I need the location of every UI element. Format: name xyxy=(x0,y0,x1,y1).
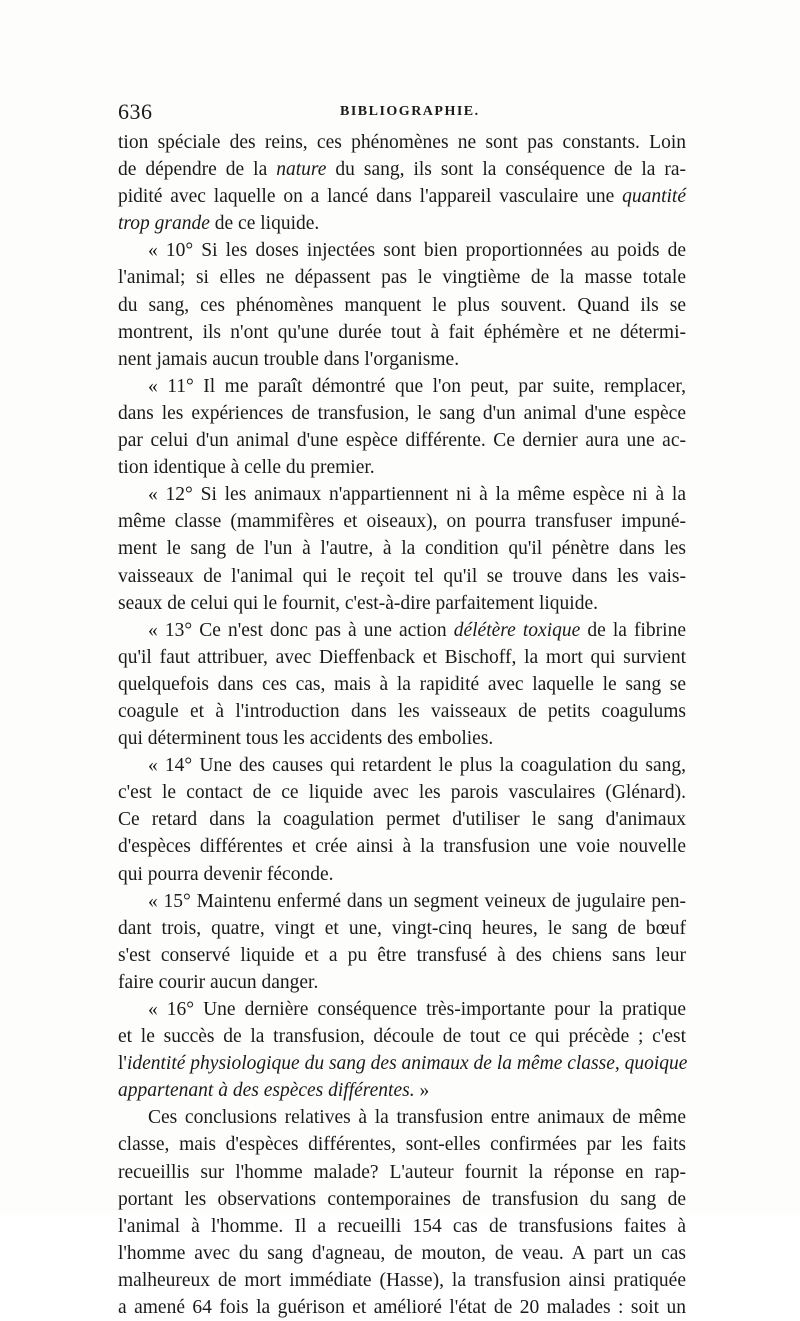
text-line xyxy=(118,698,686,725)
text-line xyxy=(118,671,686,698)
text-line xyxy=(118,1240,686,1267)
text-segment: a amené 64 fois la guérison et amélioré l'état de 20 malades : soit un xyxy=(118,1297,686,1319)
text-segment: « 14° Une des causes qui retardent le plus la coagulation du sang, xyxy=(148,755,686,777)
text-segment: et le succès de la transfusion, découle de tout ce qui précède ; c'est xyxy=(118,1026,686,1048)
text-segment: « 10° Si les doses injectées sont bien proportionnées au poids de xyxy=(148,240,686,262)
text-line xyxy=(118,1050,686,1077)
running-title: BIBLIOGRAPHIE. xyxy=(340,104,480,119)
text-line xyxy=(118,833,686,860)
text-segment: qui pourra devenir féconde. xyxy=(118,863,334,885)
text-line xyxy=(118,264,686,291)
text-segment: recueillis sur l'homme malade? L'auteur fournit la réponse en rap- xyxy=(118,1161,686,1183)
text-line xyxy=(118,861,686,888)
italic-text: trop grande xyxy=(118,213,210,235)
text-line xyxy=(118,1294,686,1321)
text-segment: faire courir aucun danger. xyxy=(118,971,319,993)
text-segment: tion identique à celle du premier. xyxy=(118,457,375,479)
text-line xyxy=(118,454,686,481)
text-line xyxy=(118,1023,686,1050)
text-segment: « 15° Maintenu enfermé dans un segment veineux de jugulaire pen- xyxy=(148,890,686,912)
text-segment: montrent, ils n'ont qu'une durée tout à fait éphémère et ne détermi- xyxy=(118,321,686,343)
page-number: 636 xyxy=(118,99,153,124)
text-segment: l'animal à l'homme. Il a recueilli 154 cas de transfusions faites à xyxy=(118,1215,686,1237)
text-line xyxy=(118,617,686,644)
text-segment: pidité avec laquelle on a lancé dans l'appareil vasculaire une xyxy=(118,186,623,208)
text-segment: seaux de celui qui le fournit, c'est-à-dire parfaitement liquide. xyxy=(118,592,598,614)
text-line xyxy=(118,481,686,508)
text-segment: d'espèces différentes et crée ainsi à la transfusion une voie nouvelle xyxy=(118,836,686,858)
text-segment: l' xyxy=(118,1053,127,1075)
text-segment: par celui d'un animal d'une espèce différente. Ce dernier aura une ac- xyxy=(118,430,686,452)
text-line xyxy=(118,1104,686,1131)
text-line xyxy=(118,806,686,833)
text-segment: l'homme avec du sang d'agneau, de mouton, de veau. A part un cas xyxy=(118,1242,686,1264)
text-line xyxy=(118,346,686,373)
text-segment: du sang, ces phénomènes manquent le plus souvent. Quand ils se xyxy=(118,294,686,316)
text-line xyxy=(118,752,686,779)
text-segment: qu'il faut attribuer, avec Dieffenback et Bischoff, la mort qui survient xyxy=(118,646,686,668)
text-segment: l'animal; si elles ne dépassent pas le vingtième de la masse totale xyxy=(118,267,686,289)
text-segment: qui déterminent tous les accidents des embolies. xyxy=(118,728,494,750)
text-segment: ment le sang de l'un à l'autre, à la condition qu'il pénètre dans les xyxy=(118,538,686,560)
text-segment: « 12° Si les animaux n'appartiennent ni à la même espèce ni à la xyxy=(148,484,686,506)
text-segment: Ces conclusions relatives à la transfusion entre animaux de même xyxy=(148,1107,686,1129)
text-segment: s'est conservé liquide et a pu être transfusé à des chiens sans leur xyxy=(118,944,686,966)
text-line xyxy=(118,427,686,454)
text-line xyxy=(118,1131,686,1158)
text-line xyxy=(118,725,686,752)
italic-text: nature xyxy=(276,159,327,181)
text-segment: » xyxy=(414,1080,430,1102)
text-segment: portant les observations contemporaines de transfusion du sang de xyxy=(118,1188,686,1210)
italic-text: quantité xyxy=(622,186,686,208)
text-segment: malheureux de mort immédiate (Hasse), la transfusion ainsi pratiquée xyxy=(118,1269,686,1291)
text-line xyxy=(118,400,686,427)
text-segment: dans les expériences de transfusion, le sang d'un animal d'une espèce xyxy=(118,402,686,424)
text-line xyxy=(118,1213,686,1240)
body-text xyxy=(118,129,686,1321)
text-segment: même classe (mammifères et oiseaux), on pourra transfuser impuné- xyxy=(118,511,686,533)
running-head xyxy=(118,98,686,128)
text-segment: tion spéciale des reins, ces phénomènes ne sont pas constants. Loin xyxy=(118,132,686,153)
text-line xyxy=(118,1267,686,1294)
text-segment: de ce liquide. xyxy=(209,213,320,235)
text-line xyxy=(118,563,686,590)
text-line xyxy=(118,1186,686,1213)
text-segment: classe, mais d'espèces différentes, sont-elles confirmées par les faits xyxy=(118,1134,686,1156)
text-line xyxy=(118,292,686,319)
text-line xyxy=(118,996,686,1023)
text-line xyxy=(118,237,686,264)
italic-text: identité physiologique du sang des animaux de la même classe, quoique xyxy=(126,1053,688,1075)
text-line xyxy=(118,508,686,535)
text-segment: c'est le contact de ce liquide avec les parois vasculaires (Glénard). xyxy=(118,782,686,804)
text-segment: nent jamais aucun trouble dans l'organisme. xyxy=(118,348,460,370)
italic-text: appartenant à des espèces différentes. xyxy=(118,1080,415,1102)
text-line xyxy=(118,779,686,806)
text-line xyxy=(118,129,686,156)
text-segment: coagule et à l'introduction dans les vaisseaux de petits coagulums xyxy=(118,700,686,722)
text-segment: de dépendre de la xyxy=(118,159,277,181)
text-line xyxy=(118,1159,686,1186)
text-segment: vaisseaux de l'animal qui le reçoit tel qu'il se trouve dans les vais- xyxy=(118,565,686,587)
text-line xyxy=(118,535,686,562)
text-line xyxy=(118,969,686,996)
text-line xyxy=(118,915,686,942)
text-line xyxy=(118,942,686,969)
text-line xyxy=(118,156,686,183)
text-line xyxy=(118,210,686,237)
text-line xyxy=(118,644,686,671)
text-segment: du sang, ils sont la conséquence de la ra- xyxy=(326,159,686,181)
text-segment: « 16° Une dernière conséquence très-importante pour la pratique xyxy=(148,999,686,1020)
text-segment: de la fibrine xyxy=(580,619,686,641)
text-line xyxy=(118,373,686,400)
text-line xyxy=(118,319,686,346)
text-segment: Ce retard dans la coagulation permet d'utiliser le sang d'animaux xyxy=(118,809,686,831)
text-line xyxy=(118,183,686,210)
text-segment: quelquefois dans ces cas, mais à la rapidité avec laquelle le sang se xyxy=(118,673,686,695)
text-segment: « 11° Il me paraît démontré que l'on peut, par suite, remplacer, xyxy=(148,375,686,397)
italic-text: délétère toxique xyxy=(453,619,581,641)
text-line xyxy=(118,1077,686,1104)
text-segment: dant trois, quatre, vingt et une, vingt-cinq heures, le sang de bœuf xyxy=(118,917,686,939)
text-line xyxy=(118,888,686,915)
text-segment: « 13° Ce n'est donc pas à une action xyxy=(148,619,454,641)
text-line xyxy=(118,590,686,617)
